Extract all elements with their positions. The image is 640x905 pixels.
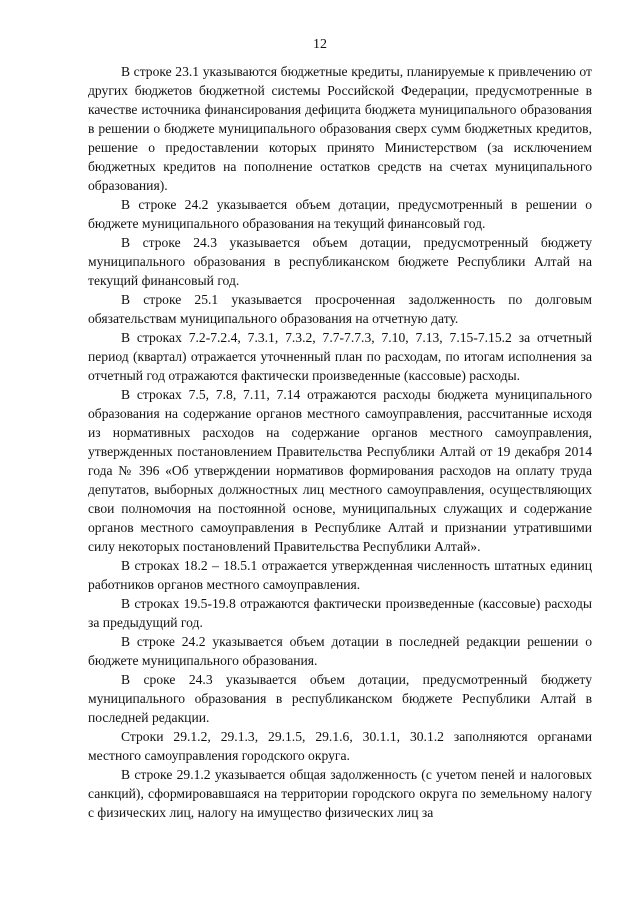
paragraph-lines-19-5: В строках 19.5-19.8 отражаются фактически произведенные (кассовые) расходы за предыдущий год. [88,596,592,630]
paragraph-line-24-2: В строке 24.2 указывается объем дотации, предусмотренный в решении о бюджете муниципального образования на текущий финансовый год. [88,197,592,231]
paragraph-line-24-2-last-edition: В строке 24.2 указывается объем дотации в последней редакции решении о бюджете муниципального образования. [88,634,592,668]
paragraph-lines-7-5: В строках 7.5, 7.8, 7.11, 7.14 отражаются расходы бюджета муниципального образования на содержание органов местного самоуправления, рассчитанные исходя из нормативных расходов на содержание органов местного самоуправления, утвержденных постановлением Правительства Республики Алтай от 19 декабря 2014 года № 396 «Об утверждении нормативов формирования расходов на оплату труда депутатов, выборных должностных лиц местного самоуправления, осуществляющих свои полномочия на постоянной основе, муниципальных служащих и содержание органов местного самоуправления в Республике Алтай и признании утратившими силу некоторых постановлений Правительства Республики Алтай». [88,387,592,554]
paragraph-line-25-1: В строке 25.1 указывается просроченная задолженность по долговым обязательствам муниципального образования на отчетную дату. [88,292,592,326]
page-number: 12 [313,37,327,52]
paragraph-line-29-1-2-debt: В строке 29.1.2 указывается общая задолженность (с учетом пеней и налоговых санкций), сформировавшаяся на территории городского округа по земельному налогу с физических лиц, налогу на имущество физических лиц за [88,767,592,820]
document-body [88,62,592,822]
paragraph-line-24-3: В строке 24.3 указывается объем дотации, предусмотренный бюджету муниципального образования в республиканском бюджете Республики Алтай на текущий финансовый год. [88,235,592,288]
paragraph-line-24-3-last-edition: В сроке 24.3 указывается объем дотации, предусмотренный бюджету муниципального образования в республиканском бюджете Республики Алтай в последней редакции. [88,672,592,725]
paragraph-lines-7-2: В строках 7.2-7.2.4, 7.3.1, 7.3.2, 7.7-7.7.3, 7.10, 7.13, 7.15-7.15.2 за отчетный период (квартал) отражается уточненный план по расходам, по итогам исполнения за отчетный год отражаются фактически произведенные (кассовые) расходы. [88,330,592,383]
paragraph-lines-18-2: В строках 18.2 – 18.5.1 отражается утвержденная численность штатных единиц работников органов местного самоуправления. [88,558,592,592]
paragraph-lines-29-1-2: Строки 29.1.2, 29.1.3, 29.1.5, 29.1.6, 30.1.1, 30.1.2 заполняются органами местного самоуправления городского округа. [88,729,592,763]
paragraph-line-23-1: В строке 23.1 указываются бюджетные кредиты, планируемые к привлечению от других бюджетов бюджетной системы Российской Федерации, предусмотренные в качестве источника финансирования дефицита бюджета муниципального образования в решении о бюджете муниципального образования сверх сумм бюджетных кредитов, решение о предоставлении которых принято Министерством (за исключением бюджетных кредитов на пополнение остатков средств на счетах муниципального образования). [88,64,592,193]
